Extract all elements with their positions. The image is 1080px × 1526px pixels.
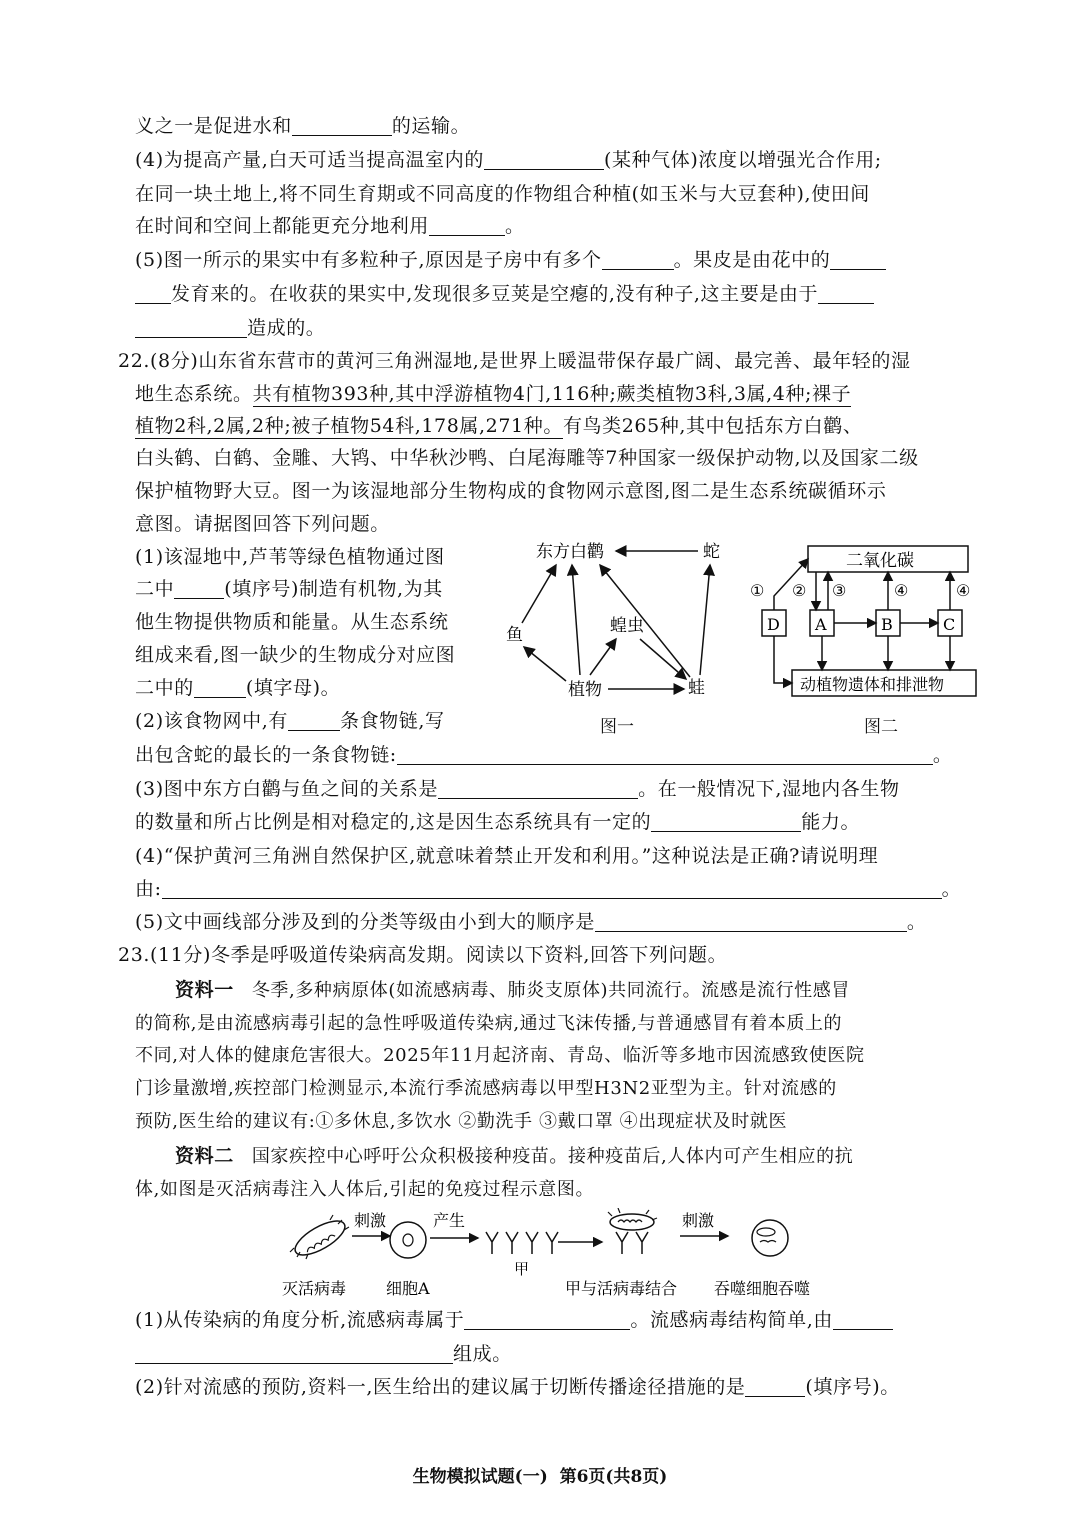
- material-label: 资料二: [175, 1145, 234, 1167]
- text-line: 不同,对人体的健康危害很大。2025年11月起济南、青岛、临沂等多地市因流感致使医院: [135, 1045, 865, 1066]
- text-line: (4)“保护黄河三角洲自然保护区,就意味着禁止开发和利用。”这种说法是正确?请说明理: [135, 845, 879, 867]
- label-2: ②: [792, 581, 807, 600]
- material-label: 资料一: [175, 979, 234, 1001]
- cell-a-icon: [390, 1222, 426, 1258]
- label-virus: 灭活病毒: [282, 1279, 347, 1298]
- text: 在时间和空间上都能更充分地利用: [135, 215, 430, 237]
- arrow: [524, 647, 566, 681]
- text-line: [135, 146, 882, 174]
- answer-blank[interactable]: [602, 249, 674, 270]
- page-footer: 生物模拟试题(一) 第6页(共8页): [412, 1467, 668, 1487]
- immune-process-diagram: [280, 1208, 840, 1300]
- text-line: [135, 112, 470, 140]
- label-3: ③: [832, 581, 847, 600]
- answer-blank[interactable]: [438, 778, 638, 799]
- text: 。在一般情况下,湿地内各生物: [638, 778, 900, 800]
- co2-label: 二氧化碳: [846, 551, 914, 571]
- answer-blank[interactable]: [484, 149, 604, 170]
- text: (2)针对流感的预防,资料一,医生给出的建议属于切断传播途径措施的是: [135, 1376, 746, 1398]
- text: (4)为提高产量,白天可适当提高温室内的: [135, 149, 484, 171]
- underlined-text: 植物2科,2属,2种;被子植物54科,178属,271种。: [135, 415, 563, 437]
- text: 义之一是促进水和: [135, 115, 292, 137]
- remains-label: 动植物遗体和排泄物: [800, 675, 945, 694]
- text: 地生态系统。: [135, 383, 253, 405]
- label-bind: 甲与活病毒结合: [565, 1279, 678, 1298]
- arrow: [640, 639, 686, 679]
- label-jia: 甲: [514, 1260, 530, 1278]
- underlined-text: 共有植物393种,其中浮游植物4门,116种;蕨类植物3科,3属,4种;裸子: [252, 383, 852, 405]
- arrow: [774, 636, 792, 683]
- arrow: [700, 565, 710, 675]
- text-line: 他生物提供物质和能量。从生态系统: [135, 611, 449, 633]
- text: (5)图一所示的果实中有多粒种子,原因是子房中有多个: [135, 249, 602, 271]
- answer-blank[interactable]: [194, 677, 246, 698]
- text: 组成。: [453, 1343, 512, 1365]
- node-locust: 蝗虫: [610, 616, 644, 636]
- text-line: [175, 1142, 853, 1170]
- text: 。: [505, 215, 525, 237]
- text: (填字母)。: [245, 677, 341, 699]
- text-line: [135, 707, 445, 735]
- text-line: 保护植物野大豆。图一为该湿地部分生物构成的食物网示意图,图二是生态系统碳循环示: [135, 480, 887, 502]
- text: 的数量和所占比例是相对稳定的,这是因生态系统具有一定的: [135, 811, 652, 833]
- label-C: C: [943, 615, 956, 634]
- antibody-icon: [486, 1232, 558, 1254]
- node-fish: 鱼: [506, 625, 523, 645]
- text: (1)从传染病的角度分析,流感病毒属于: [135, 1309, 465, 1331]
- text-line: [135, 674, 340, 702]
- node-plant: 植物: [568, 680, 602, 700]
- text-line: [135, 280, 874, 308]
- text-line: 在同一块土地上,将不同生育期或不同高度的作物组合种植(如玉米与大豆套种),使田间: [135, 183, 870, 205]
- text: 能力。: [801, 811, 861, 833]
- text-line: [135, 775, 900, 803]
- arrow: [572, 565, 580, 675]
- text: 。: [941, 878, 962, 900]
- text: 有鸟类265种,其中包括东方白鹳、: [562, 415, 863, 437]
- text: 条食物链,写: [339, 710, 445, 732]
- answer-blank[interactable]: [464, 1309, 630, 1330]
- text-line: 门诊量激增,疾控部门检测显示,本流行季流感病毒以甲型H3N2亚型为主。针对流感的: [135, 1078, 837, 1099]
- text-line: [175, 976, 850, 1004]
- label-4b: ④: [956, 581, 971, 600]
- text: 发育来的。在收获的果实中,发现很多豆荚是空瘪的,没有种子,这主要是由于: [171, 283, 819, 305]
- text: 。果皮是由花中的: [673, 249, 831, 271]
- question-22-title: 22.(8分)山东省东营市的黄河三角洲湿地,是世界上暖温带保存最广阔、最完善、最年轻的湿: [118, 350, 911, 372]
- text: (填序号)。: [805, 1376, 900, 1398]
- text: (3)图中东方白鹳与鱼之间的关系是: [135, 778, 439, 800]
- text: 二中: [135, 578, 175, 600]
- text: (5)文中画线部分涉及到的分类等级由小到大的顺序是: [135, 911, 595, 933]
- text-line: [135, 412, 862, 440]
- text-line: 白头鹤、白鹤、金雕、大鸨、中华秋沙鸭、白尾海雕等7种国家一级保护动物,以及国家二级: [135, 447, 919, 469]
- label-cell-a: 细胞A: [386, 1279, 430, 1298]
- text-line: [135, 808, 860, 836]
- text: 。流感病毒结构简单,由: [630, 1309, 833, 1331]
- text: 国家疾控中心呼吁公众积极接种疫苗。接种疫苗后,人体内可产生相应的抗: [251, 1146, 854, 1167]
- label-stimulate-1: 刺激: [354, 1211, 387, 1230]
- text-line: [135, 875, 961, 903]
- question-23-title: 23.(11分)冬季是呼吸道传染病高发期。阅读以下资料,回答下列问题。: [118, 944, 728, 966]
- label-1: ①: [750, 581, 765, 600]
- text-line: 意图。请据图回答下列问题。: [135, 513, 390, 535]
- text-line: [135, 246, 886, 274]
- label-produce: 产生: [433, 1211, 466, 1230]
- text: 冬季,多种病原体(如流感病毒、肺炎支原体)共同流行。流感是流行性感冒: [251, 980, 850, 1001]
- text-line: [135, 575, 443, 603]
- text: 出包含蛇的最长的一条食物链:: [135, 744, 397, 766]
- text: (某种气体)浓度以增强光合作用;: [603, 149, 882, 171]
- label-D: D: [767, 615, 780, 634]
- text: 造成的。: [247, 317, 326, 339]
- answer-blank[interactable]: [135, 283, 171, 304]
- text-line: 体,如图是灭活病毒注入人体后,引起的免疫过程示意图。: [135, 1179, 595, 1200]
- text-line: [135, 1306, 893, 1334]
- text: 二中的: [135, 677, 194, 699]
- text-line: (1)该湿地中,芦苇等绿色植物通过图: [135, 546, 445, 568]
- label-phagocytosis: 吞噬细胞吞噬: [714, 1279, 811, 1298]
- text-line: [135, 314, 325, 342]
- text-line: [135, 741, 952, 769]
- answer-blank[interactable]: [833, 1309, 893, 1330]
- answer-blank[interactable]: [830, 249, 886, 270]
- node-frog: 蛙: [688, 678, 705, 698]
- text-line: [135, 1373, 900, 1401]
- text: 。: [906, 911, 927, 933]
- text-line: [135, 908, 927, 936]
- answer-blank[interactable]: [818, 283, 874, 304]
- text-line: [135, 380, 851, 408]
- node-snake: 蛇: [703, 542, 720, 562]
- text: (填序号)制造有机物,为其: [224, 578, 443, 600]
- text-line: 组成来看,图一缺少的生物成分对应图: [135, 644, 456, 666]
- label-stimulate-2: 刺激: [682, 1211, 715, 1230]
- food-web-diagram: [500, 535, 740, 740]
- answer-blank[interactable]: [135, 317, 247, 338]
- label-4a: ④: [894, 581, 909, 600]
- figure-2-caption: 图二: [864, 717, 898, 737]
- text: 的运输。: [391, 115, 471, 137]
- phagocyte-icon: [752, 1220, 788, 1256]
- text: 。: [932, 744, 953, 766]
- arrow: [590, 639, 616, 675]
- answer-blank[interactable]: [162, 878, 942, 899]
- label-A: A: [815, 615, 827, 634]
- label-B: B: [881, 615, 893, 634]
- answer-blank[interactable]: [595, 911, 907, 932]
- arrow: [522, 565, 556, 623]
- text-line: 的简称,是由流感病毒引起的急性呼吸道传染病,通过飞沫传播,与普通感冒有着本质上的: [135, 1013, 843, 1034]
- answer-blank[interactable]: [288, 710, 340, 731]
- answer-blank[interactable]: [429, 215, 505, 236]
- node-stork: 东方白鹳: [536, 542, 604, 562]
- answer-blank[interactable]: [651, 811, 801, 832]
- answer-blank[interactable]: [292, 115, 392, 136]
- text-line: 预防,医生给的建议有:①多休息,多饮水 ②勤洗手 ③戴口罩 ④出现症状及时就医: [135, 1111, 788, 1132]
- answer-blank[interactable]: [745, 1376, 805, 1397]
- figure-1-caption: 图一: [600, 717, 634, 737]
- answer-blank[interactable]: [135, 1343, 453, 1364]
- text-line: [135, 1340, 512, 1368]
- answer-blank[interactable]: [174, 578, 224, 599]
- carbon-cycle-diagram: [748, 540, 983, 700]
- text: 由:: [135, 878, 162, 900]
- virus-icon: [290, 1214, 350, 1261]
- answer-blank[interactable]: [397, 744, 933, 765]
- antibody-virus-complex-icon: [608, 1208, 657, 1254]
- text-line: [135, 212, 525, 240]
- text: (2)该食物网中,有: [135, 710, 288, 732]
